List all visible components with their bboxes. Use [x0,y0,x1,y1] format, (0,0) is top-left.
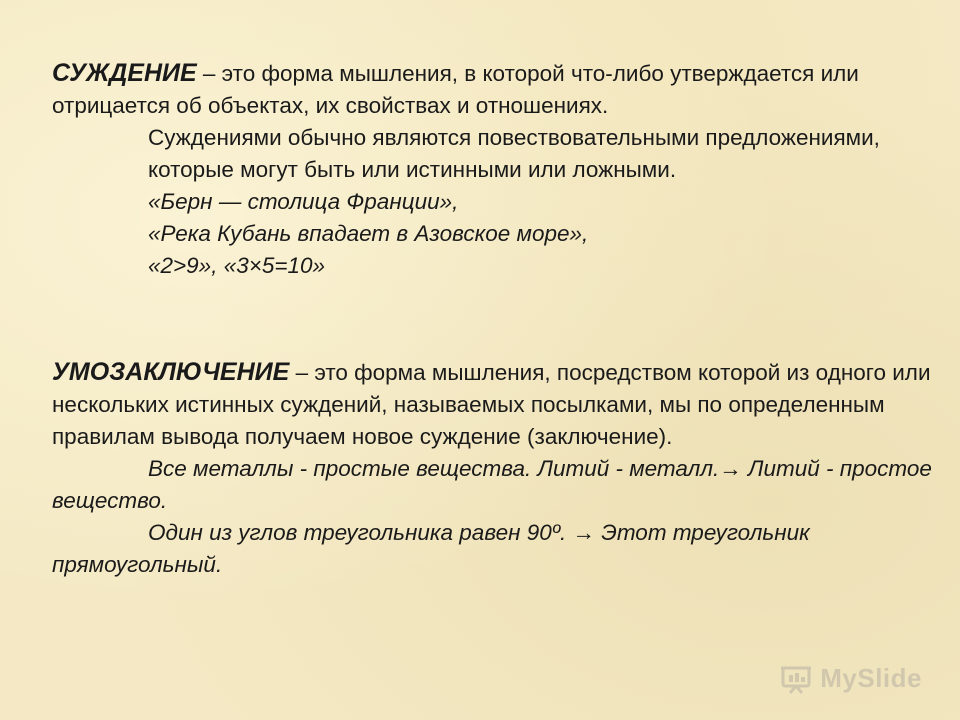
inference-example-2: Один из углов треугольника равен 90º. → Этот треугольник прямоугольный. [52,520,810,577]
judgement-term: СУЖДЕНИЕ [52,59,197,87]
inference-definition-paragraph [52,356,932,453]
judgement-example-3: «2>9», «3×5=10» [148,253,326,278]
inference-example-1: Все металлы - простые вещества. Литий - металл.→ Литий - простое вещество. [52,456,932,513]
inference-section [52,356,932,581]
watermark-text: MySlide [820,663,922,693]
judgement-example-2: «Река Кубань впадает в Азовское море», [148,221,589,246]
watermark [780,663,922,694]
myslide-logo-icon [780,664,814,694]
inference-term: УМОЗАКЛЮЧЕНИЕ [52,358,290,386]
inference-definition: – это форма мышления, посредством которой из одного или нескольких истинных суждений, называемых посылками, мы по определенным правилам вывода получаем новое суждение (заключение). [52,360,931,449]
judgement-definition: – это форма мышления, в которой что-либо утверждается или отрицается об объектах, их свойствах и отношениях. [52,61,859,118]
judgement-section [52,57,932,282]
judgement-definition-paragraph [52,57,932,122]
judgement-example-1: «Берн — столица Франции», [148,189,459,214]
judgement-note: Суждениями обычно являются повествовательными предложениями, которые могут быть или истинными или ложными. [148,125,880,182]
